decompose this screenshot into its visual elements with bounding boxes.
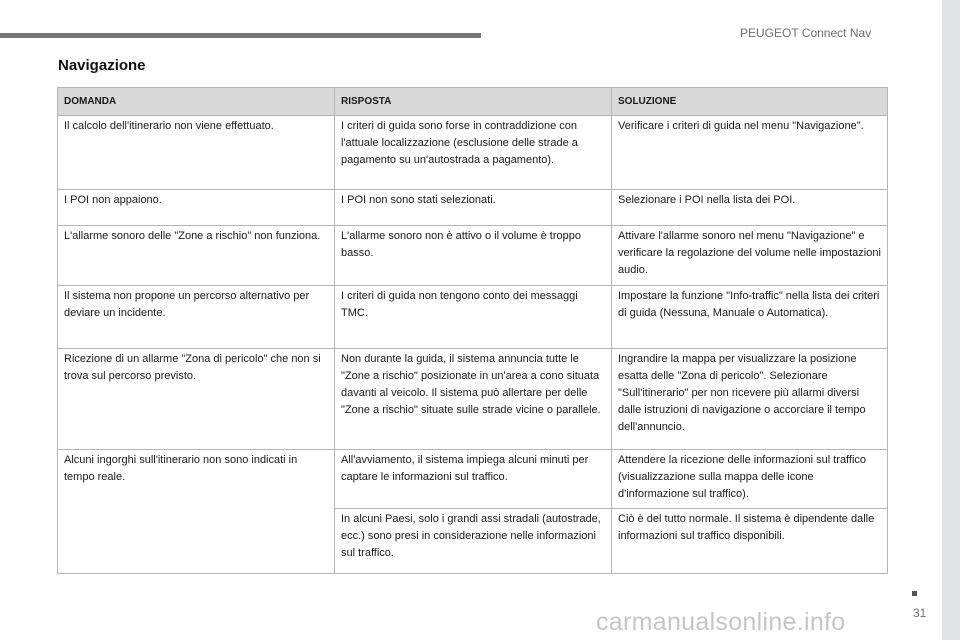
page-edge-strip bbox=[942, 0, 960, 640]
solution-cell: Verificare i criteri di guida nel menu "Navigazione". bbox=[612, 116, 888, 190]
solution-cell: Impostare la funzione "Info-traffic" nella lista dei criteri di guida (Nessuna, Manuale o Automatica). bbox=[612, 286, 888, 349]
question-cell: I POI non appaiono. bbox=[58, 190, 335, 226]
table-row bbox=[58, 349, 888, 450]
faq-table bbox=[57, 87, 888, 574]
answer-cell: I POI non sono stati selezionati. bbox=[335, 190, 612, 226]
solution-cell: Ingrandire la mappa per visualizzare la posizione esatta delle "Zona di pericolo". Selezionare "Sull'itinerario" per non ricevere più allarmi diversi dalle istruzioni di navigazione o accorciare il tempo dell'annuncio. bbox=[612, 349, 888, 450]
column-header-risposta: RISPOSTA bbox=[335, 88, 612, 116]
watermark: carmanualsonline.info bbox=[596, 608, 846, 636]
brand-header: PEUGEOT Connect Nav bbox=[740, 26, 872, 40]
question-cell: Alcuni ingorghi sull'itinerario non sono indicati in tempo reale. bbox=[58, 450, 335, 574]
question-cell: Il sistema non propone un percorso alternativo per deviare un incidente. bbox=[58, 286, 335, 349]
table-row bbox=[58, 450, 888, 509]
table-header-row bbox=[58, 88, 888, 116]
answer-cell: In alcuni Paesi, solo i grandi assi stradali (autostrade, ecc.) sono presi in considerazione nelle informazioni sul traffico. bbox=[335, 509, 612, 574]
page-marker-dot bbox=[912, 591, 917, 596]
solution-cell: Attendere la ricezione delle informazioni sul traffico (visualizzazione sulla mappa delle icone d'informazione sul traffico). bbox=[612, 450, 888, 509]
header-bar bbox=[0, 33, 481, 38]
column-header-soluzione: SOLUZIONE bbox=[612, 88, 888, 116]
answer-cell: Non durante la guida, il sistema annuncia tutte le "Zone a rischio" posizionate in un'area a cono situata davanti al veicolo. Il sistema può allertare per delle "Zone a rischio" situate sulle strade vicine o parallele. bbox=[335, 349, 612, 450]
table-row bbox=[58, 116, 888, 190]
answer-cell: I criteri di guida non tengono conto dei messaggi TMC. bbox=[335, 286, 612, 349]
section-title: Navigazione bbox=[58, 57, 146, 74]
answer-cell: All'avviamento, il sistema impiega alcuni minuti per captare le informazioni sul traffico. bbox=[335, 450, 612, 509]
answer-cell: L'allarme sonoro non è attivo o il volume è troppo basso. bbox=[335, 226, 612, 286]
table-row bbox=[58, 190, 888, 226]
solution-cell: Ciò è del tutto normale. Il sistema è dipendente dalle informazioni sul traffico disponibili. bbox=[612, 509, 888, 574]
answer-cell: I criteri di guida sono forse in contraddizione con l'attuale localizzazione (esclusione delle strade a pagamento su un'autostrada a pagamento). bbox=[335, 116, 612, 190]
solution-cell: Selezionare i POI nella lista dei POI. bbox=[612, 190, 888, 226]
question-cell: Ricezione di un allarme "Zona di pericolo" che non si trova sul percorso previsto. bbox=[58, 349, 335, 450]
table-row bbox=[58, 286, 888, 349]
table-row bbox=[58, 226, 888, 286]
solution-cell: Attivare l'allarme sonoro nel menu "Navigazione" e verificare la regolazione del volume nelle impostazioni audio. bbox=[612, 226, 888, 286]
page-number: 31 bbox=[913, 606, 927, 620]
column-header-domanda: DOMANDA bbox=[58, 88, 335, 116]
question-cell: L'allarme sonoro delle "Zone a rischio" non funziona. bbox=[58, 226, 335, 286]
question-cell: Il calcolo dell'itinerario non viene effettuato. bbox=[58, 116, 335, 190]
